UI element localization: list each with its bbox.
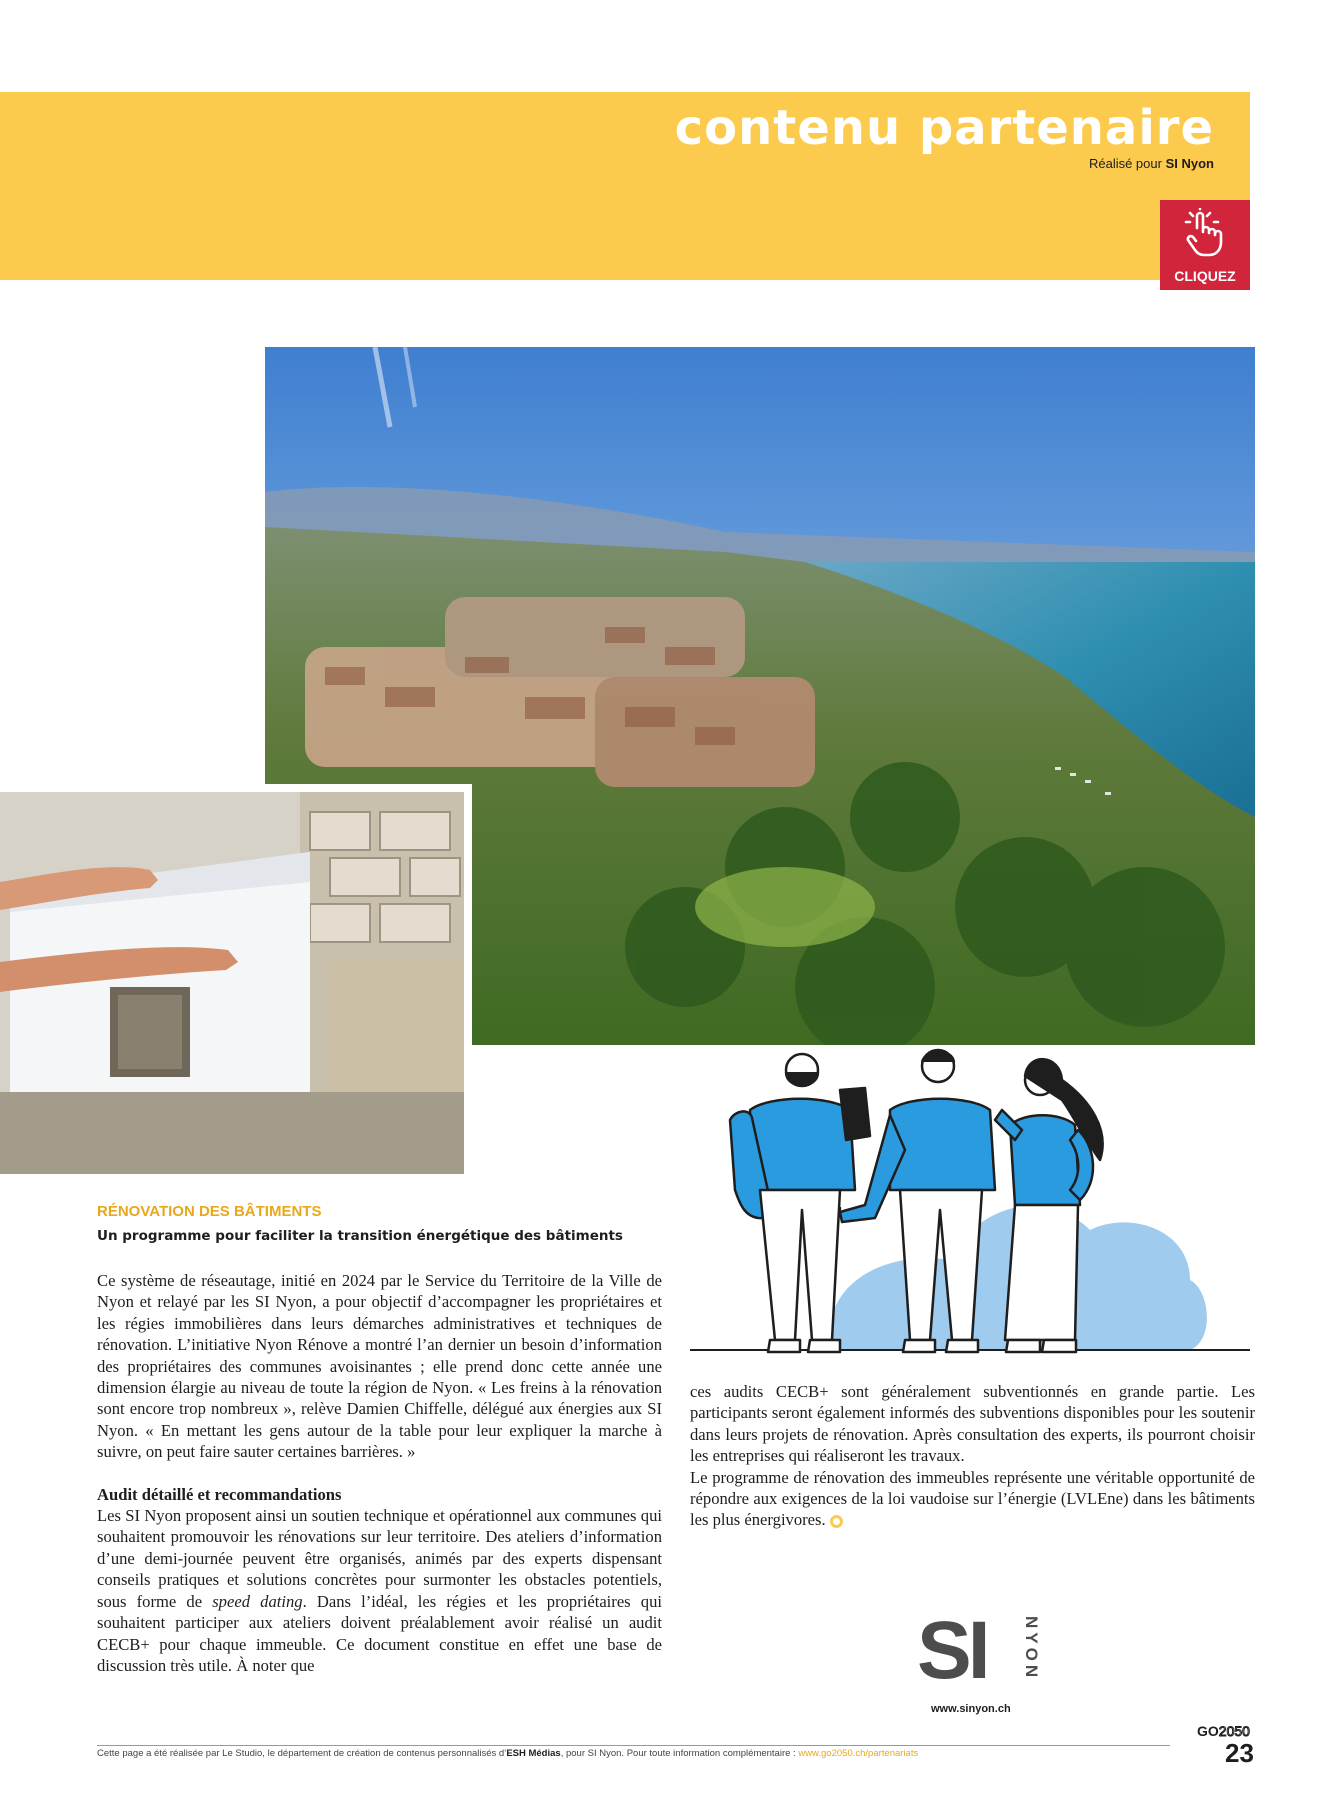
logo-letters: SI: [917, 1605, 987, 1696]
insulation-photo: [0, 784, 472, 1174]
article-paragraph: [97, 1505, 662, 1676]
made-for-brand: SI Nyon: [1165, 156, 1214, 171]
paragraph-text: . Dans l’idéal, les régies et les propriétaires qui souhaitent participer aux ateliers doivent préalablement avoir réalisé un audit CECB+ pour chaque immeuble. Ce document constitue en effet une base de discussion très utile. À noter que: [97, 1591, 662, 1675]
article-paragraph: [690, 1467, 1255, 1531]
made-for-line: [1089, 156, 1214, 171]
click-button[interactable]: [1160, 200, 1250, 290]
magazine-year: 2050: [1218, 1723, 1250, 1739]
paragraph-italic: speed dating: [212, 1591, 303, 1611]
footer-credit: [97, 1748, 918, 1759]
paragraph-text: Les SI Nyon proposent ainsi un soutien technique et opérationnel aux communes qui souhaitent promouvoir les rénovations sur leur territoire. Des ateliers d’information d’une demi-journée peuvent être organisés, animés par des experts dispensant conseils pratiques et solutions concrètes pour surmonter les obstacles potentiels, sous forme de: [97, 1506, 662, 1611]
footer-divider: [97, 1745, 1170, 1746]
article-column-left: [97, 1270, 662, 1676]
header-band: [0, 92, 1250, 280]
footer-text: , pour SI Nyon. Pour toute information complémentaire :: [560, 1748, 799, 1759]
magazine-name: GO: [1197, 1723, 1219, 1739]
article-subheading: Audit détaillé et recommandations: [97, 1484, 342, 1504]
handshake-illustration: [690, 1040, 1250, 1360]
footer-text: Cette page a été réalisée par Le Studio, le département de création de contenus personnalisés d’: [97, 1748, 507, 1759]
article-column-right: [690, 1381, 1255, 1531]
article-paragraph: ces audits CECB+ sont généralement subventionnés en grande partie. Les participants seront également informés des subventions disponibles pour les soutenir dans leurs projets de rénovation. Après consultation des experts, ils pourront choisir les entreprises qui réaliseront les travaux.: [690, 1382, 1255, 1466]
logo-vertical-text: NYON: [1022, 1616, 1041, 1682]
footer-link[interactable]: www.go2050.ch/partenariats: [798, 1748, 919, 1759]
click-label: CLIQUEZ: [1174, 268, 1236, 284]
footer-company: ESH Médias: [506, 1748, 561, 1759]
website-link[interactable]: www.sinyon.ch: [931, 1703, 1011, 1715]
section-label: RÉNOVATION DES BÂTIMENTS: [97, 1203, 322, 1220]
paragraph-text: Le programme de rénovation des immeubles représente une véritable opportunité de répondre aux exigences de la loi vaudoise sur l’énergie (LVLEne) dans les bâtiments les plus énergivores.: [690, 1467, 1255, 1530]
tap-hand-icon: [1182, 208, 1228, 258]
made-for-prefix: Réalisé pour: [1088, 156, 1162, 171]
page-number: 23: [1225, 1738, 1254, 1768]
page-title: contenu partenaire: [674, 100, 1214, 156]
section-subtitle: Un programme pour faciliter la transition énergétique des bâtiments: [97, 1228, 623, 1244]
magazine-logo: [1197, 1723, 1250, 1739]
end-mark-icon: [830, 1515, 843, 1528]
article-paragraph: Ce système de réseautage, initié en 2024 par le Service du Territoire de la Ville de Nyon et relayé par les SI Nyon, a pour objectif d’accompagner les propriétaires et les régies immobilières dans leurs démarches administratives et techniques de rénovation. L’initiative Nyon Rénove a montré l’an dernier un besoin d’information des propriétaires des communes avoisinantes ; elle prend donc cette année une dimension élargie au niveau de toute la région de Nyon. « Les freins à la rénovation sont encore trop nombreux », relève Damien Chiffelle, délégué aux énergies aux SI Nyon. « En mettant les gens autour de la table pour leur expliquer la marche à suivre, on peut faire sauter certaines barrières. »: [97, 1271, 662, 1462]
si-nyon-logo: [917, 1605, 1047, 1700]
